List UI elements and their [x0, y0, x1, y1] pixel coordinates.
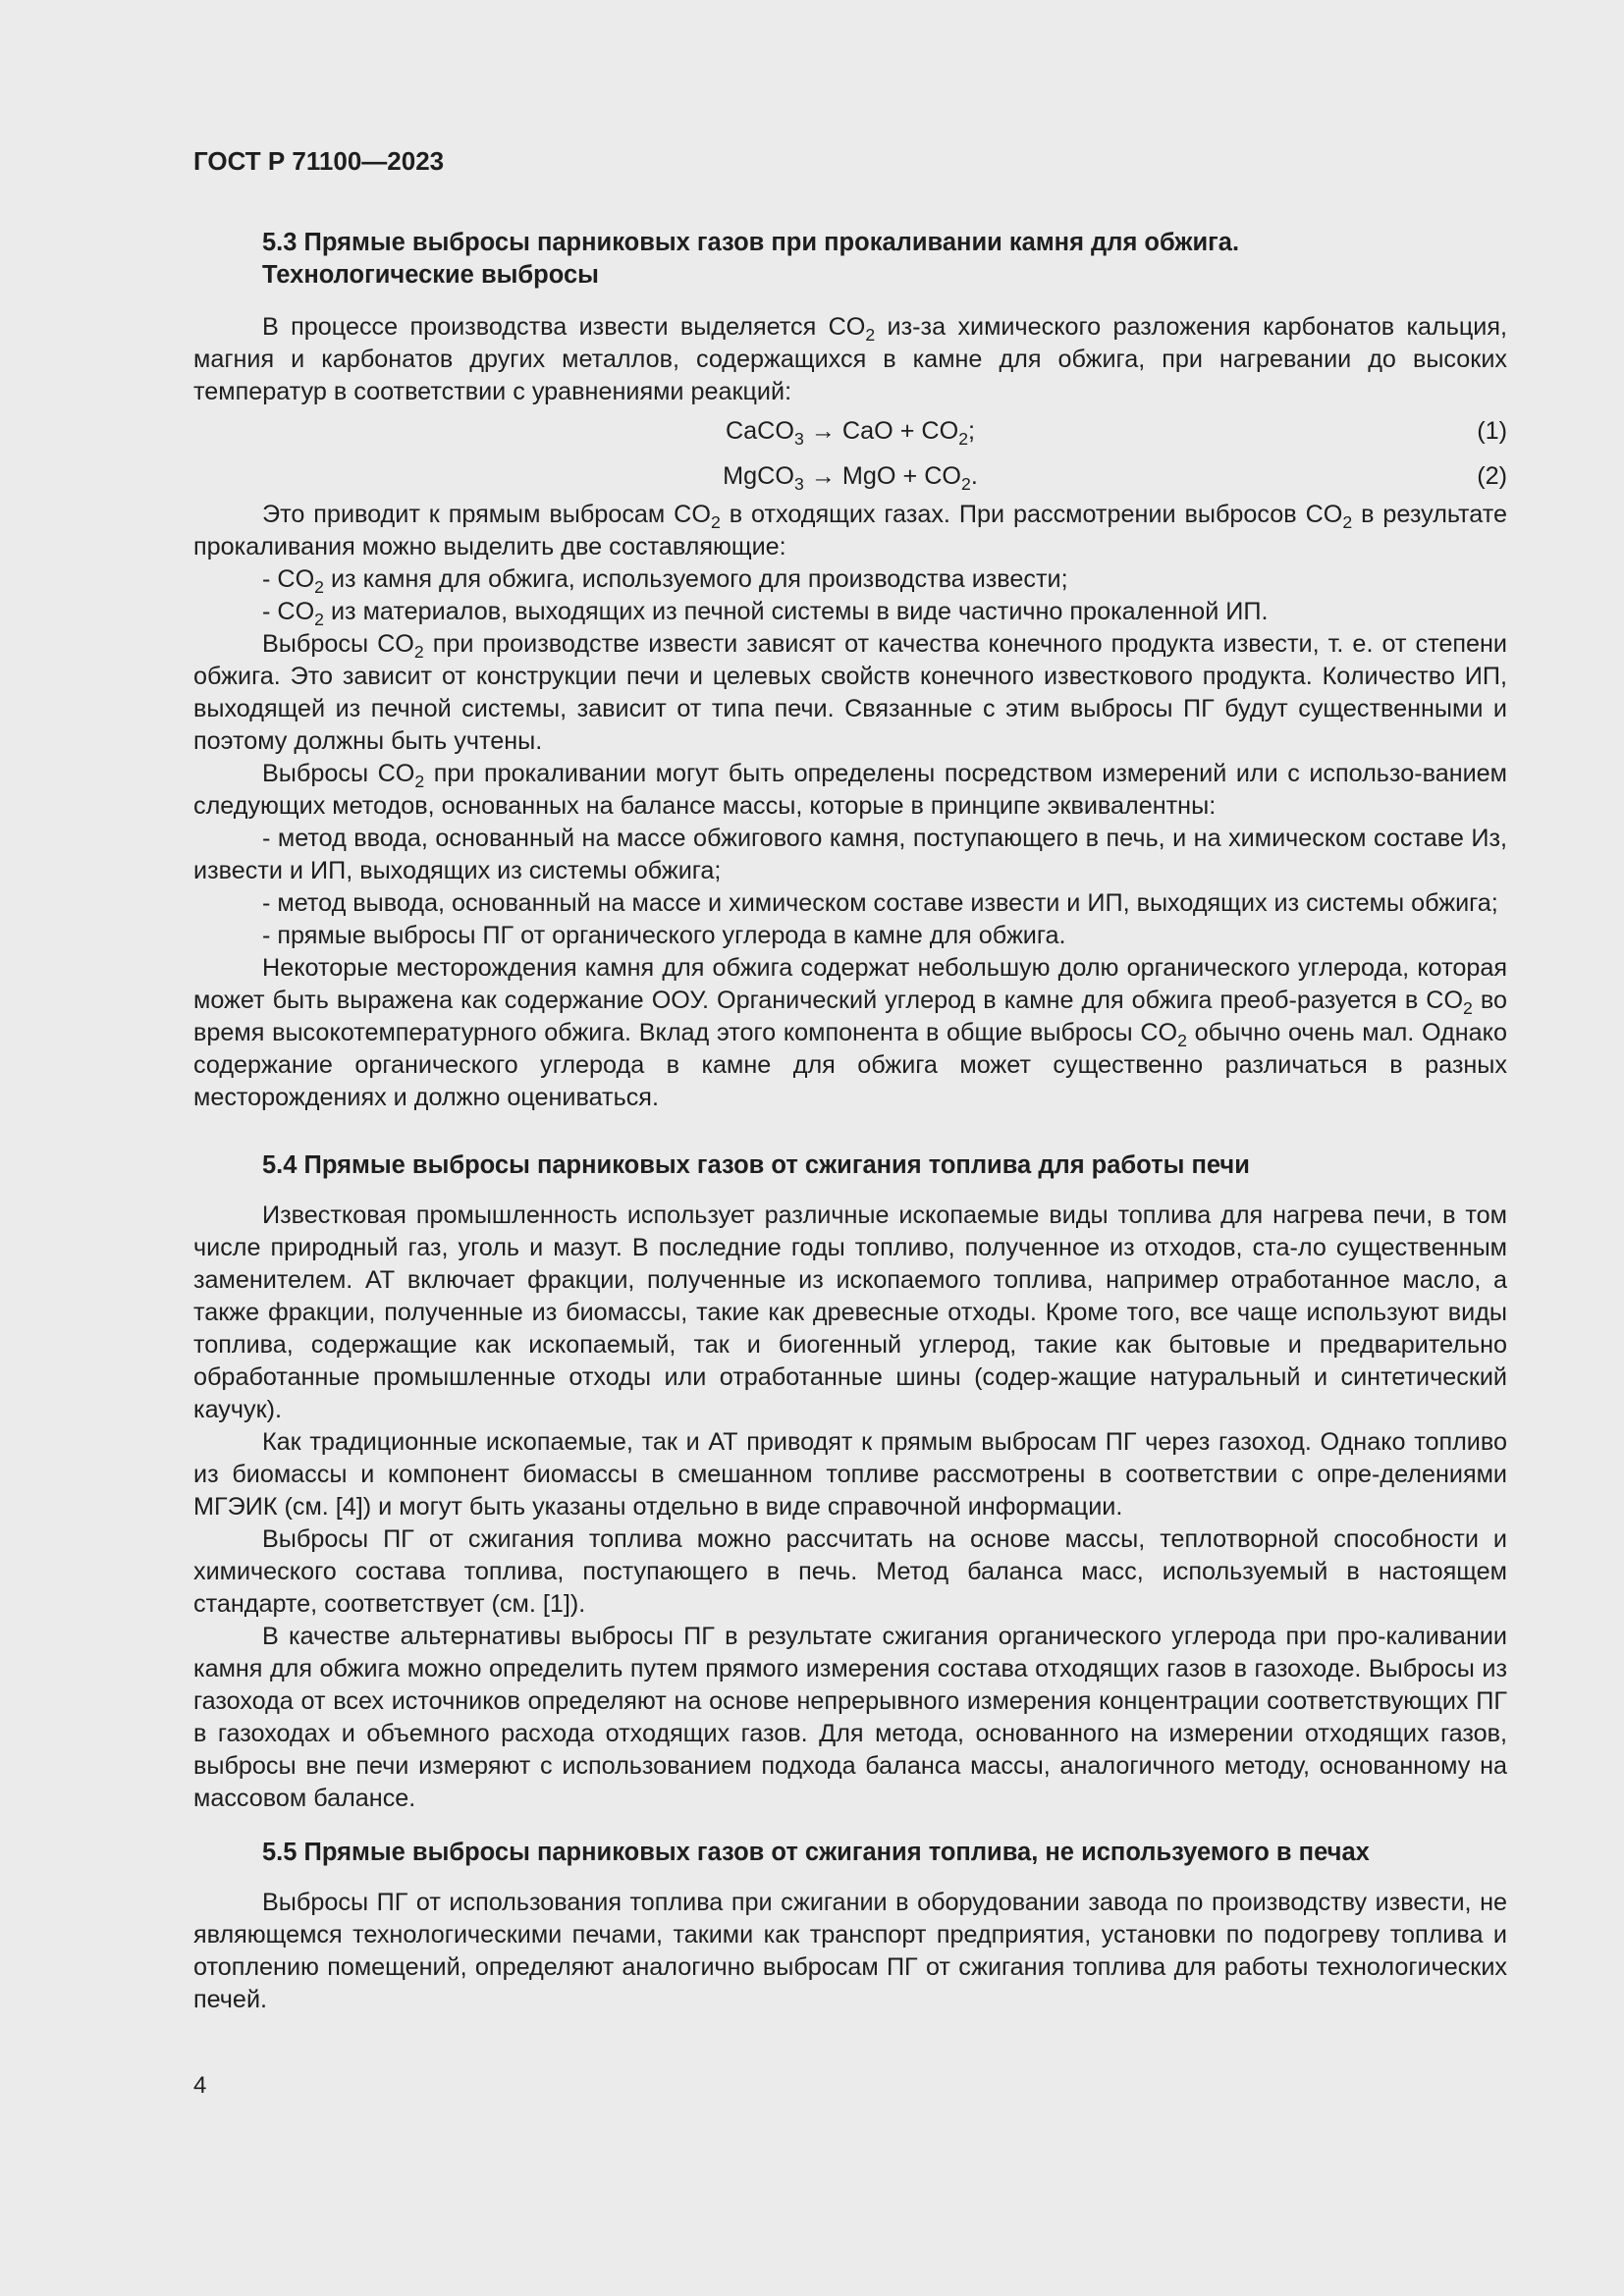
- list-item: - метод вывода, основанный на массе и химическом составе извести и ИП, выходящих из системы обжига;: [262, 889, 1498, 917]
- equation-number: (1): [1477, 417, 1507, 445]
- list-item: - прямые выбросы ПГ от органического углерода в камне для обжига.: [262, 922, 1066, 949]
- equation-1: CaCO$_3$ → CaO + $CO_2$; (1): [193, 408, 1507, 454]
- paragraph: В качестве альтернативы выбросы ПГ в результате сжигания органического углерода при про-каливании камня для обжига можно определить путем прямого измерения состава отходящих газов в газоходе. Выбросы из газохода от всех источников определяют на основе непрерывного измерения концентрации соответствующих ПГ в газоходах и объемного расхода отходящих газов. Для метода, основанного на измерении отходящих газов, выбросы вне печи измеряют с использованием подхода баланса массы, аналогичного методу, основанному на массовом балансе.: [193, 1623, 1507, 1812]
- paragraph: Известковая промышленность использует различные ископаемые виды топлива для нагрева печи, в том числе природный газ, уголь и мазут. В последние годы топливо, полученное из отходов, ста-ло существенным заменителем. АТ включает фракции, полученные из ископаемого топлива, например отработанное масло, а также фракции, полученные из биомассы, такие как древесные отходы. Кроме того, все чаще используют виды топлива, содержащие как ископаемый, так и биогенный углерод, такие как бытовые и предварительно обработанные промышленные отходы или отработанные шины (содер-жащие натуральный и синтетический каучук).: [193, 1201, 1507, 1423]
- section-title-line-2: Технологические выбросы: [262, 261, 599, 289]
- paragraph: Как традиционные ископаемые, так и АТ приводят к прямым выбросам ПГ через газоход. Однако топливо из биомассы и компонент биомассы в смешанном топливе рассмотрены в соответствии с опре-делениями МГЭИК (см. [4]) и могут быть указаны отдельно в виде справочной информации.: [193, 1428, 1507, 1521]
- section-5-5: [193, 1837, 1507, 2016]
- paragraph: Выбросы ПГ от сжигания топлива можно рассчитать на основе массы, теплотворной способности и химического состава топлива, поступающего в печь. Метод баланса масс, используемый в настоящем стандарте, соответствует (см. [1]).: [193, 1525, 1507, 1618]
- page-number: 4: [193, 2072, 207, 2099]
- paragraph: Выбросы $CO_2$ при прокаливании могут быть определены посредством измерений или с использо-ванием следующих методов, основанных на балансе массы, которые в принципе эквивалентны:: [193, 760, 1508, 820]
- paragraph: Некоторые месторождения камня для обжига содержат небольшую долю органического углерода, которая может быть выражена как содержание ООУ. Органический углерод в камне для обжига преоб-разуется в $CO_2$ во время высокотемпературного обжига. Вклад этого компонента в общие выбросы $CO_2$ обычно очень мал. Однако содержание органического углерода в камне для обжига может существенно различаться в разных месторождениях и должно оцениваться.: [193, 954, 1507, 1111]
- equation-2: MgCO$_3$ → MgO + $CO_2$. (2): [193, 454, 1507, 499]
- section-title-5-4: 5.4 Прямые выбросы парниковых газов от сжигания топлива для работы печи: [262, 1151, 1250, 1179]
- equation-number: (2): [1477, 462, 1507, 490]
- list-item: - $CO_2$ из материалов, выходящих из печной системы в виде частично прокаленной ИП.: [262, 598, 1269, 629]
- list-item: - метод ввода, основанный на массе обжигового камня, поступающего в печь, и на химическом составе Из, извести и ИП, выходящих из системы обжига;: [193, 825, 1507, 884]
- section-5-4: [193, 1149, 1507, 1815]
- paragraph: В процессе производства извести выделяется $CO_2$ из-за химического разложения карбонатов кальция, магния и карбонатов других металлов, содержащихся в камне для обжига, при нагревании до высоких температур в соответствии с уравнениями реакций:: [193, 313, 1507, 405]
- paragraph: Это приводит к прямым выбросам $CO_2$ в отходящих газах. При рассмотрении выбросов $CO_2$ в результате прокаливания можно выделить две составляющие:: [193, 501, 1508, 561]
- paragraph: Выбросы $CO_2$ при производстве извести зависят от качества конечного продукта извести, т. е. от степени обжига. Это зависит от конструкции печи и целевых свойств конечного известкового продукта. Количество ИП, выходящей из печной системы, зависит от типа печи. Связанные с этим выбросы ПГ будут существенными и поэтому должны быть учтены.: [193, 630, 1507, 755]
- list-item: - $CO_2$ из камня для обжига, используемого для производства извести;: [262, 565, 1068, 597]
- section-title-5-5: 5.5 Прямые выбросы парниковых газов от сжигания топлива, не используемого в печах: [262, 1839, 1370, 1866]
- section-title-line-1: 5.3 Прямые выбросы парниковых газов при прокаливании камня для обжига.: [262, 229, 1240, 256]
- document-page: [193, 145, 1507, 2036]
- paragraph: Выбросы ПГ от использования топлива при сжигании в оборудовании завода по производству извести, не являющемся технологическими печами, такими как транспорт предприятия, установки по подогреву топлива и отоплению помещений, определяют аналогично выбросам ПГ от сжигания топлива для работы технологических печей.: [193, 1889, 1507, 2013]
- section-title-5-3: [193, 227, 1507, 292]
- document-header: ГОСТ Р 71100—2023: [193, 146, 445, 176]
- section-5-3: [193, 227, 1507, 1114]
